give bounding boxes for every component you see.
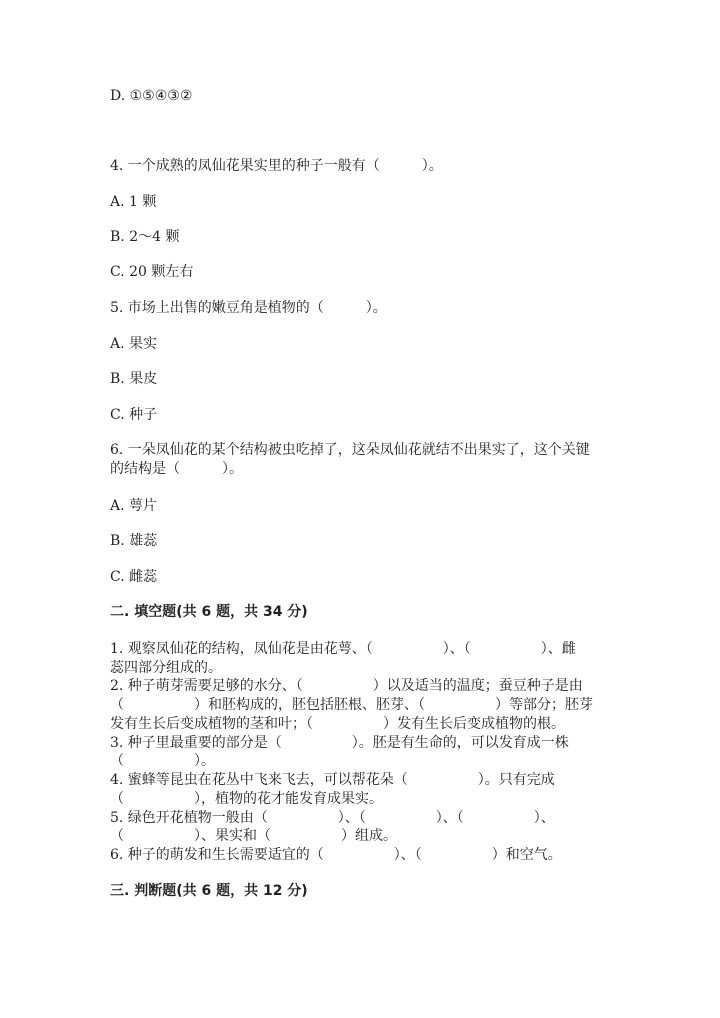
fill-line: 1. 观察凤仙花的结构，凤仙花是由花萼、（ ）、（ ）、雌 bbox=[110, 641, 576, 657]
fill-line: （ ）。 bbox=[110, 753, 215, 769]
section-3-heading: 三. 判断题(共 6 题，共 12 分) bbox=[110, 883, 308, 899]
fill-line: 2. 种子萌芽需要足够的水分、（ ）以及适当的温度；蚕豆种子是由 bbox=[110, 678, 583, 694]
section-2-heading: 二. 填空题(共 6 题，共 34 分) bbox=[110, 604, 308, 620]
option-d-prev: D. ①⑤④③② bbox=[110, 88, 193, 104]
q5-option-c: C. 种子 bbox=[110, 407, 158, 423]
q6-option-a: A. 萼片 bbox=[110, 498, 158, 514]
q4-option-a: A. 1 颗 bbox=[110, 194, 157, 210]
q4-option-b: B. 2～4 颗 bbox=[110, 229, 180, 245]
q5-option-a: A. 果实 bbox=[110, 336, 158, 352]
q6-stem-line-2: 的结构是（ ）。 bbox=[110, 461, 243, 477]
q6-option-c: C. 雌蕊 bbox=[110, 569, 158, 585]
fill-line: 6. 种子的萌发和生长需要适宜的（ ）、（ ）和空气。 bbox=[110, 847, 562, 863]
fill-line: 发有生长后变成植物的茎和叶；（ ）发有生长后变成植物的根。 bbox=[110, 716, 565, 732]
fill-line: （ ）、果实和（ ）组成。 bbox=[110, 828, 397, 844]
q6-stem-line-1: 6. 一朵凤仙花的某个结构被虫吃掉了，这朵凤仙花就结不出果实了，这个关键 bbox=[110, 442, 590, 458]
fill-line: （ ）和胚构成的，胚包括胚根、胚芽、（ ）等部分；胚芽 bbox=[110, 697, 593, 713]
fill-line: 蕊四部分组成的。 bbox=[110, 660, 222, 676]
q5-option-b: B. 果皮 bbox=[110, 371, 158, 387]
fill-line: （ ），植物的花才能发育成果实。 bbox=[110, 791, 383, 807]
fill-line: 4. 蜜蜂等昆虫在花丛中飞来飞去，可以帮花朵（ ）。只有完成 bbox=[110, 772, 555, 788]
fill-line: 3. 种子里最重要的部分是（ ）。胚是有生命的，可以发育成一株 bbox=[110, 735, 569, 751]
q4-option-c: C. 20 颗左右 bbox=[110, 264, 194, 280]
q6-option-b: B. 雄蕊 bbox=[110, 533, 158, 549]
q5-stem: 5. 市场上出售的嫩豆角是植物的（ ）。 bbox=[110, 300, 387, 316]
fill-line: 5. 绿色开花植物一般由（ ）、（ ）、（ ）、 bbox=[110, 810, 555, 826]
q4-stem: 4. 一个成熟的凤仙花果实里的种子一般有（ ）。 bbox=[110, 158, 443, 174]
